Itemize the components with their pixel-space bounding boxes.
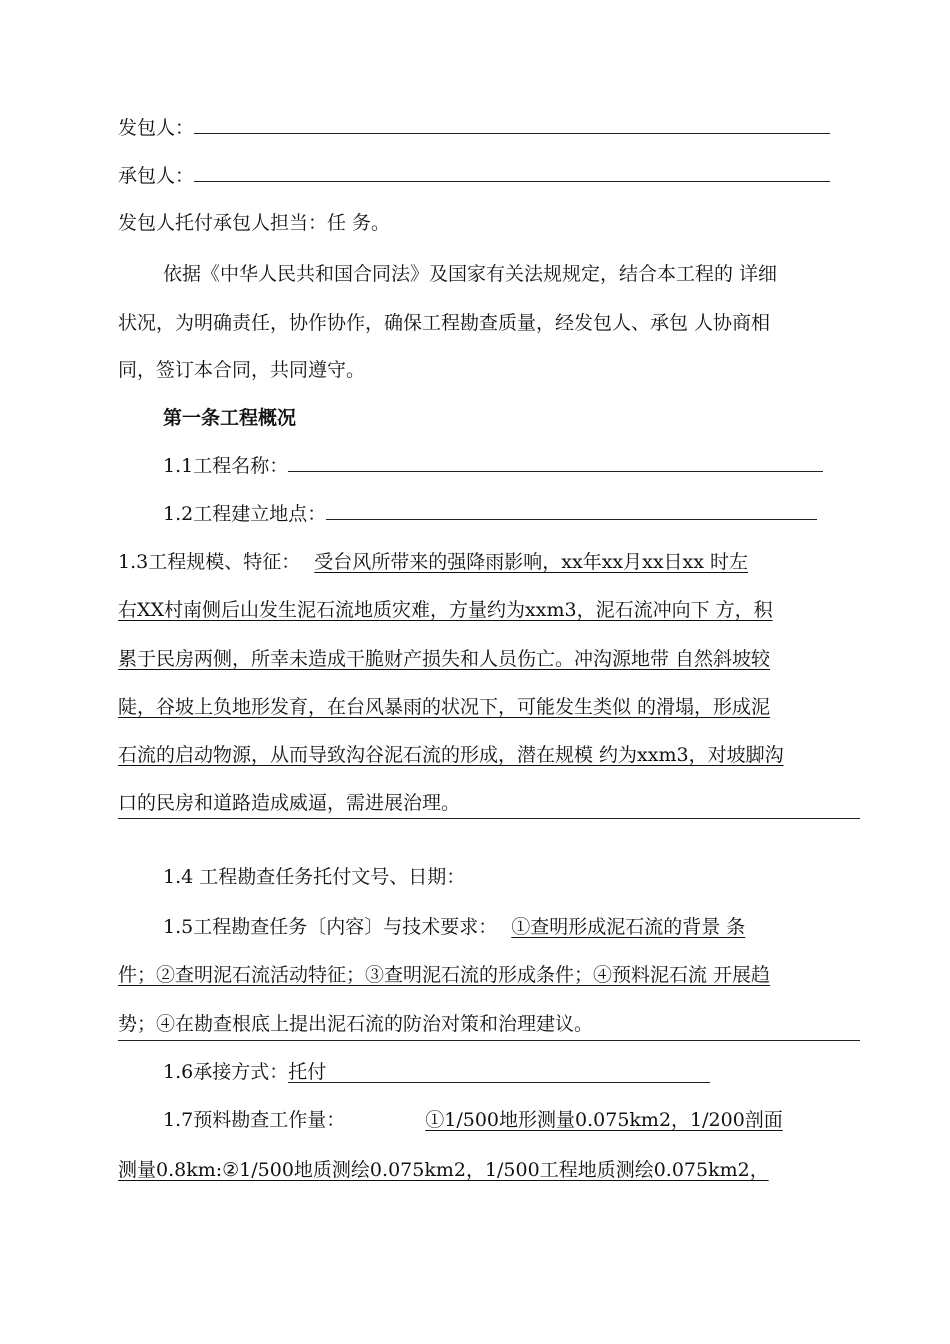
item-1-3-label: 1.3工程规模、特征： bbox=[118, 551, 301, 573]
intro-line: 状况，为明确责任，协作协作，确保工程勘查质量，经发包人、承包 人协商相 bbox=[118, 312, 771, 334]
contractor-label: 承包人： bbox=[118, 165, 195, 187]
item-1-3-text: 右XX村南侧后山发生泥石流地质灾难，方量约为xxm3，泥石流冲向下 方，积 bbox=[118, 599, 773, 621]
contractor-field bbox=[118, 167, 830, 186]
employer-field bbox=[118, 119, 830, 138]
intro-line: 同，签订本合同，共同遵守。 bbox=[118, 359, 366, 381]
item-1-3-text: 石流的启动物源，从而导致沟谷泥石流的形成，潜在规模 约为xxm3，对坡脚沟 bbox=[118, 744, 784, 766]
project-name-blank[interactable] bbox=[288, 471, 823, 472]
project-location-blank[interactable] bbox=[326, 519, 817, 520]
article-1-title: 第一条工程概况 bbox=[163, 407, 297, 429]
item-1-7-text: ①1/500地形测量0.075km2，1/200剖面 bbox=[425, 1109, 783, 1131]
item-1-3-text: 累于民房两侧，所幸未造成干脆财产损失和人员伤亡。冲沟源地带 自然斜坡较 bbox=[118, 648, 771, 670]
item-1-4: 1.4 工程勘查任务托付文号、日期： bbox=[163, 866, 466, 888]
item-1-7 bbox=[163, 1111, 783, 1130]
item-1-3-text: 受台风所带来的强降雨影响，xx年xx月xx日xx 时左 bbox=[314, 551, 749, 573]
employer-blank[interactable] bbox=[194, 133, 830, 134]
employer-label: 发包人： bbox=[118, 117, 195, 139]
item-1-6 bbox=[163, 1063, 710, 1083]
item-1-3-text: 陡，谷坡上负地形发育，在台风暴雨的状况下，可能发生类似 的滑塌，形成泥 bbox=[118, 696, 771, 718]
item-1-5 bbox=[163, 918, 745, 937]
section-divider bbox=[118, 1040, 860, 1041]
item-1-5-text: ①查明形成泥石流的背景 条 bbox=[511, 916, 746, 938]
contract-mode-value: 托付 bbox=[288, 1061, 327, 1083]
item-1-3 bbox=[118, 553, 748, 572]
intro-line: 依据《中华人民共和国合同法》及国家有关法规规定，结合本工程的 详细 bbox=[163, 263, 778, 285]
item-1-5-text: 件；②查明泥石流活动特征；③查明泥石流的形成条件；④预料泥石流 开展趋 bbox=[118, 964, 771, 986]
item-1-7-label: 1.7预料勘查工作量： bbox=[163, 1109, 346, 1131]
item-1-6-label: 1.6承接方式： bbox=[163, 1061, 289, 1083]
contractor-blank[interactable] bbox=[194, 181, 830, 182]
section-divider bbox=[118, 818, 860, 819]
contract-mode-field[interactable] bbox=[288, 1063, 710, 1083]
item-1-1-label: 1.1工程名称： bbox=[163, 455, 289, 477]
item-1-7-text: 测量0.8km:②1/500地质测绘0.075km2，1/500工程地质测绘0.075km2， bbox=[118, 1159, 769, 1181]
item-1-5-label: 1.5工程勘查任务〔内容〕与技术要求： bbox=[163, 916, 498, 938]
item-1-5-text: 势；④在勘查根底上提出泥石流的防治对策和治理建议。 bbox=[118, 1013, 594, 1035]
item-1-1 bbox=[163, 457, 823, 476]
entrust-statement: 发包人托付承包人担当：任 务。 bbox=[118, 212, 391, 234]
item-1-2-label: 1.2工程建立地点： bbox=[163, 503, 327, 525]
item-1-3-text: 口的民房和道路造成威逼，需进展治理。 bbox=[118, 792, 461, 814]
item-1-2 bbox=[163, 505, 817, 524]
